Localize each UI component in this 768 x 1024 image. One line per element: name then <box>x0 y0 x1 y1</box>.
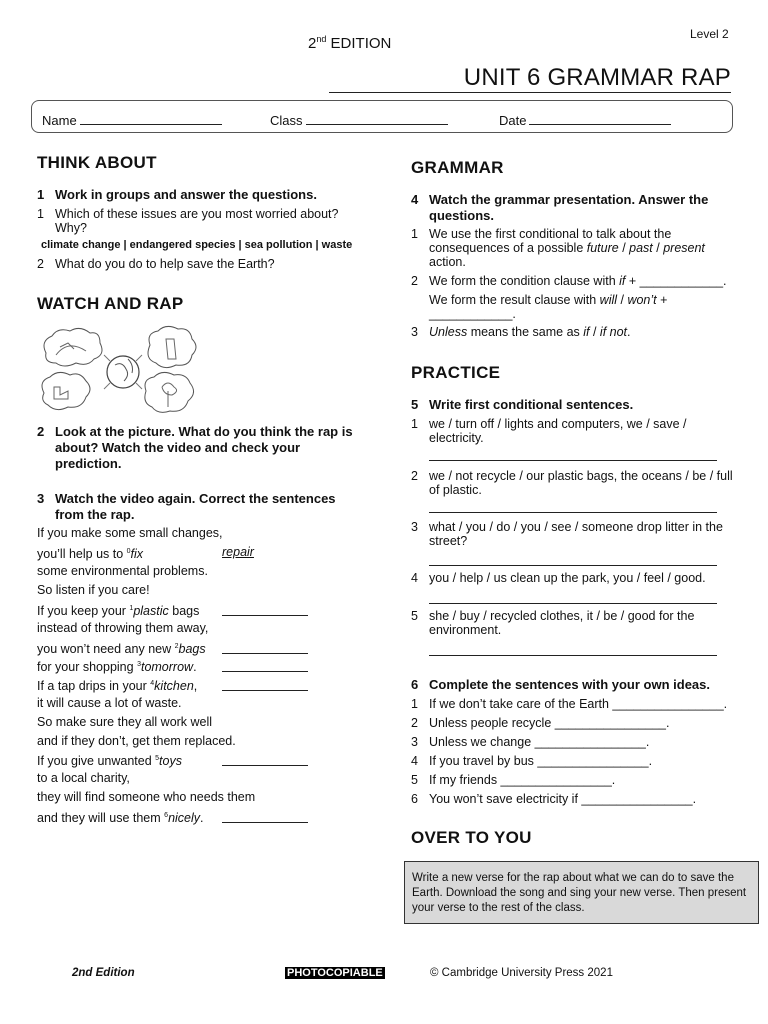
question-3: 3 Watch the video again. Correct the sentences from the rap. <box>37 491 336 522</box>
practice-heading: PRACTICE <box>411 363 501 382</box>
practice-answer-line-3[interactable] <box>429 565 717 566</box>
photocopiable-badge: PHOTOCOPIABLE <box>287 967 383 979</box>
rap-line-15: they will find someone who needs them <box>37 790 256 804</box>
grammar-item-2: 2 We form the condition clause with if + ____________. <box>411 274 727 288</box>
rap-line-5: If you keep your $^1$plastic bags <box>37 604 200 619</box>
environment-illustration <box>38 325 203 418</box>
rap-line-7: you won’t need any new $^2$bags <box>37 642 206 657</box>
globe-sketch <box>107 356 139 388</box>
question-5: 5 Write first conditional sentences. <box>411 397 634 412</box>
rap-line-16: and they will use them $^6$nicely. <box>37 811 204 826</box>
practice-item-1: 1 we / turn off / lights and computers, we / save / electricity. <box>411 417 687 445</box>
practice-item-3: 3 what / you / do / you / see / someone drop litter in the street? <box>411 520 723 548</box>
title-underline <box>329 92 731 93</box>
rap-line-9: If a tap drips in your $^4$kitchen, <box>37 679 198 694</box>
class-field[interactable]: Class <box>270 113 448 128</box>
practice-answer-line-1[interactable] <box>429 460 717 461</box>
think-item-1: 1 Which of these issues are you most worried about? Why? <box>37 207 339 235</box>
think-about-heading: THINK ABOUT <box>37 153 157 172</box>
name-field[interactable]: Name <box>42 113 222 128</box>
rap-line-4: So listen if you care! <box>37 583 150 597</box>
practice-item-5: 5 she / buy / recycled clothes, it / be / good for the environment. <box>411 609 695 637</box>
answer-line-3[interactable] <box>222 671 308 672</box>
example-answer: repair <box>222 545 254 559</box>
rap-line-6: instead of throwing them away, <box>37 621 209 635</box>
date-field[interactable]: Date <box>499 113 671 128</box>
rap-line-11: So make sure they all work well <box>37 715 213 729</box>
complete-item-6[interactable]: 6 You won’t save electricity if ________________. <box>411 792 697 806</box>
complete-item-1[interactable]: 1 If we don’t take care of the Earth ________________. <box>411 697 728 711</box>
practice-answer-line-5[interactable] <box>429 655 717 656</box>
answer-line-2[interactable] <box>222 653 308 654</box>
rap-line-2: you’ll help us to $^0$fix <box>37 547 144 562</box>
grammar-heading: GRAMMAR <box>411 158 504 177</box>
answer-line-5[interactable] <box>222 765 308 766</box>
footer-edition: 2nd Edition <box>72 967 135 979</box>
unit-title: UNIT 6 GRAMMAR RAP <box>463 64 731 91</box>
question-4: 4 Watch the grammar presentation. Answer the questions. <box>411 192 709 223</box>
question-6: 6 Complete the sentences with your own ideas. <box>411 677 711 692</box>
answer-line-4[interactable] <box>222 690 308 691</box>
rap-line-8: for your shopping $^3$tomorrow. <box>37 660 197 675</box>
complete-item-4[interactable]: 4 If you travel by bus ________________. <box>411 754 653 768</box>
thought-cloud-top-left <box>44 328 102 366</box>
answer-line-1[interactable] <box>222 615 308 616</box>
question-1: 1 Work in groups and answer the questions. <box>37 187 317 202</box>
rap-line-13: If you give unwanted $^5$toys <box>37 754 182 769</box>
edition-label: 2nd EDITION <box>308 34 392 52</box>
complete-item-5[interactable]: 5 If my friends ________________. <box>411 773 616 787</box>
rap-line-12: and if they don’t, get them replaced. <box>37 734 236 748</box>
over-to-you-heading: OVER TO YOU <box>411 828 532 847</box>
complete-item-3[interactable]: 3 Unless we change ________________. <box>411 735 650 749</box>
level-label: Level 2 <box>690 27 729 41</box>
thought-cloud-bottom-right <box>145 372 194 412</box>
practice-item-2: 2 we / not recycle / our plastic bags, the oceans / be / full of plastic. <box>411 469 733 497</box>
rap-line-14: to a local charity, <box>37 771 130 785</box>
issue-word-list: climate change | endangered species | sea pollution | waste <box>41 239 353 251</box>
thought-cloud-bottom-left <box>42 372 90 409</box>
rap-line-1: If you make some small changes, <box>37 526 223 540</box>
watch-and-rap-heading: WATCH AND RAP <box>37 294 184 313</box>
grammar-item-2-result: We form the result clause with will / won’t + ____________. <box>429 293 668 321</box>
rap-line-10: it will cause a lot of waste. <box>37 696 182 710</box>
practice-answer-line-4[interactable] <box>429 603 717 604</box>
complete-item-2[interactable]: 2 Unless people recycle ________________. <box>411 716 670 730</box>
grammar-item-3: 3 Unless means the same as if / if not. <box>411 325 631 339</box>
rap-line-3: some environmental problems. <box>37 564 208 578</box>
practice-item-4: 4 you / help / us clean up the park, you / feel / good. <box>411 571 706 585</box>
grammar-item-1: 1 We use the first conditional to talk about the consequences of a possible future / past / present action. <box>411 227 705 269</box>
copyright-notice: © Cambridge University Press 2021 <box>430 967 613 979</box>
thought-cloud-top-right <box>148 326 196 367</box>
answer-line-6[interactable] <box>222 822 308 823</box>
over-to-you-task-box: Write a new verse for the rap about what we can do to save the Earth. Download the song and sing your new verse. Then present your verse to the rest of the class. <box>404 861 759 924</box>
think-item-2: 2 What do you do to help save the Earth? <box>37 257 275 271</box>
question-2: 2 Look at the picture. What do you think the rap is about? Watch the video and check your prediction. <box>37 424 353 471</box>
practice-answer-line-2[interactable] <box>429 512 717 513</box>
